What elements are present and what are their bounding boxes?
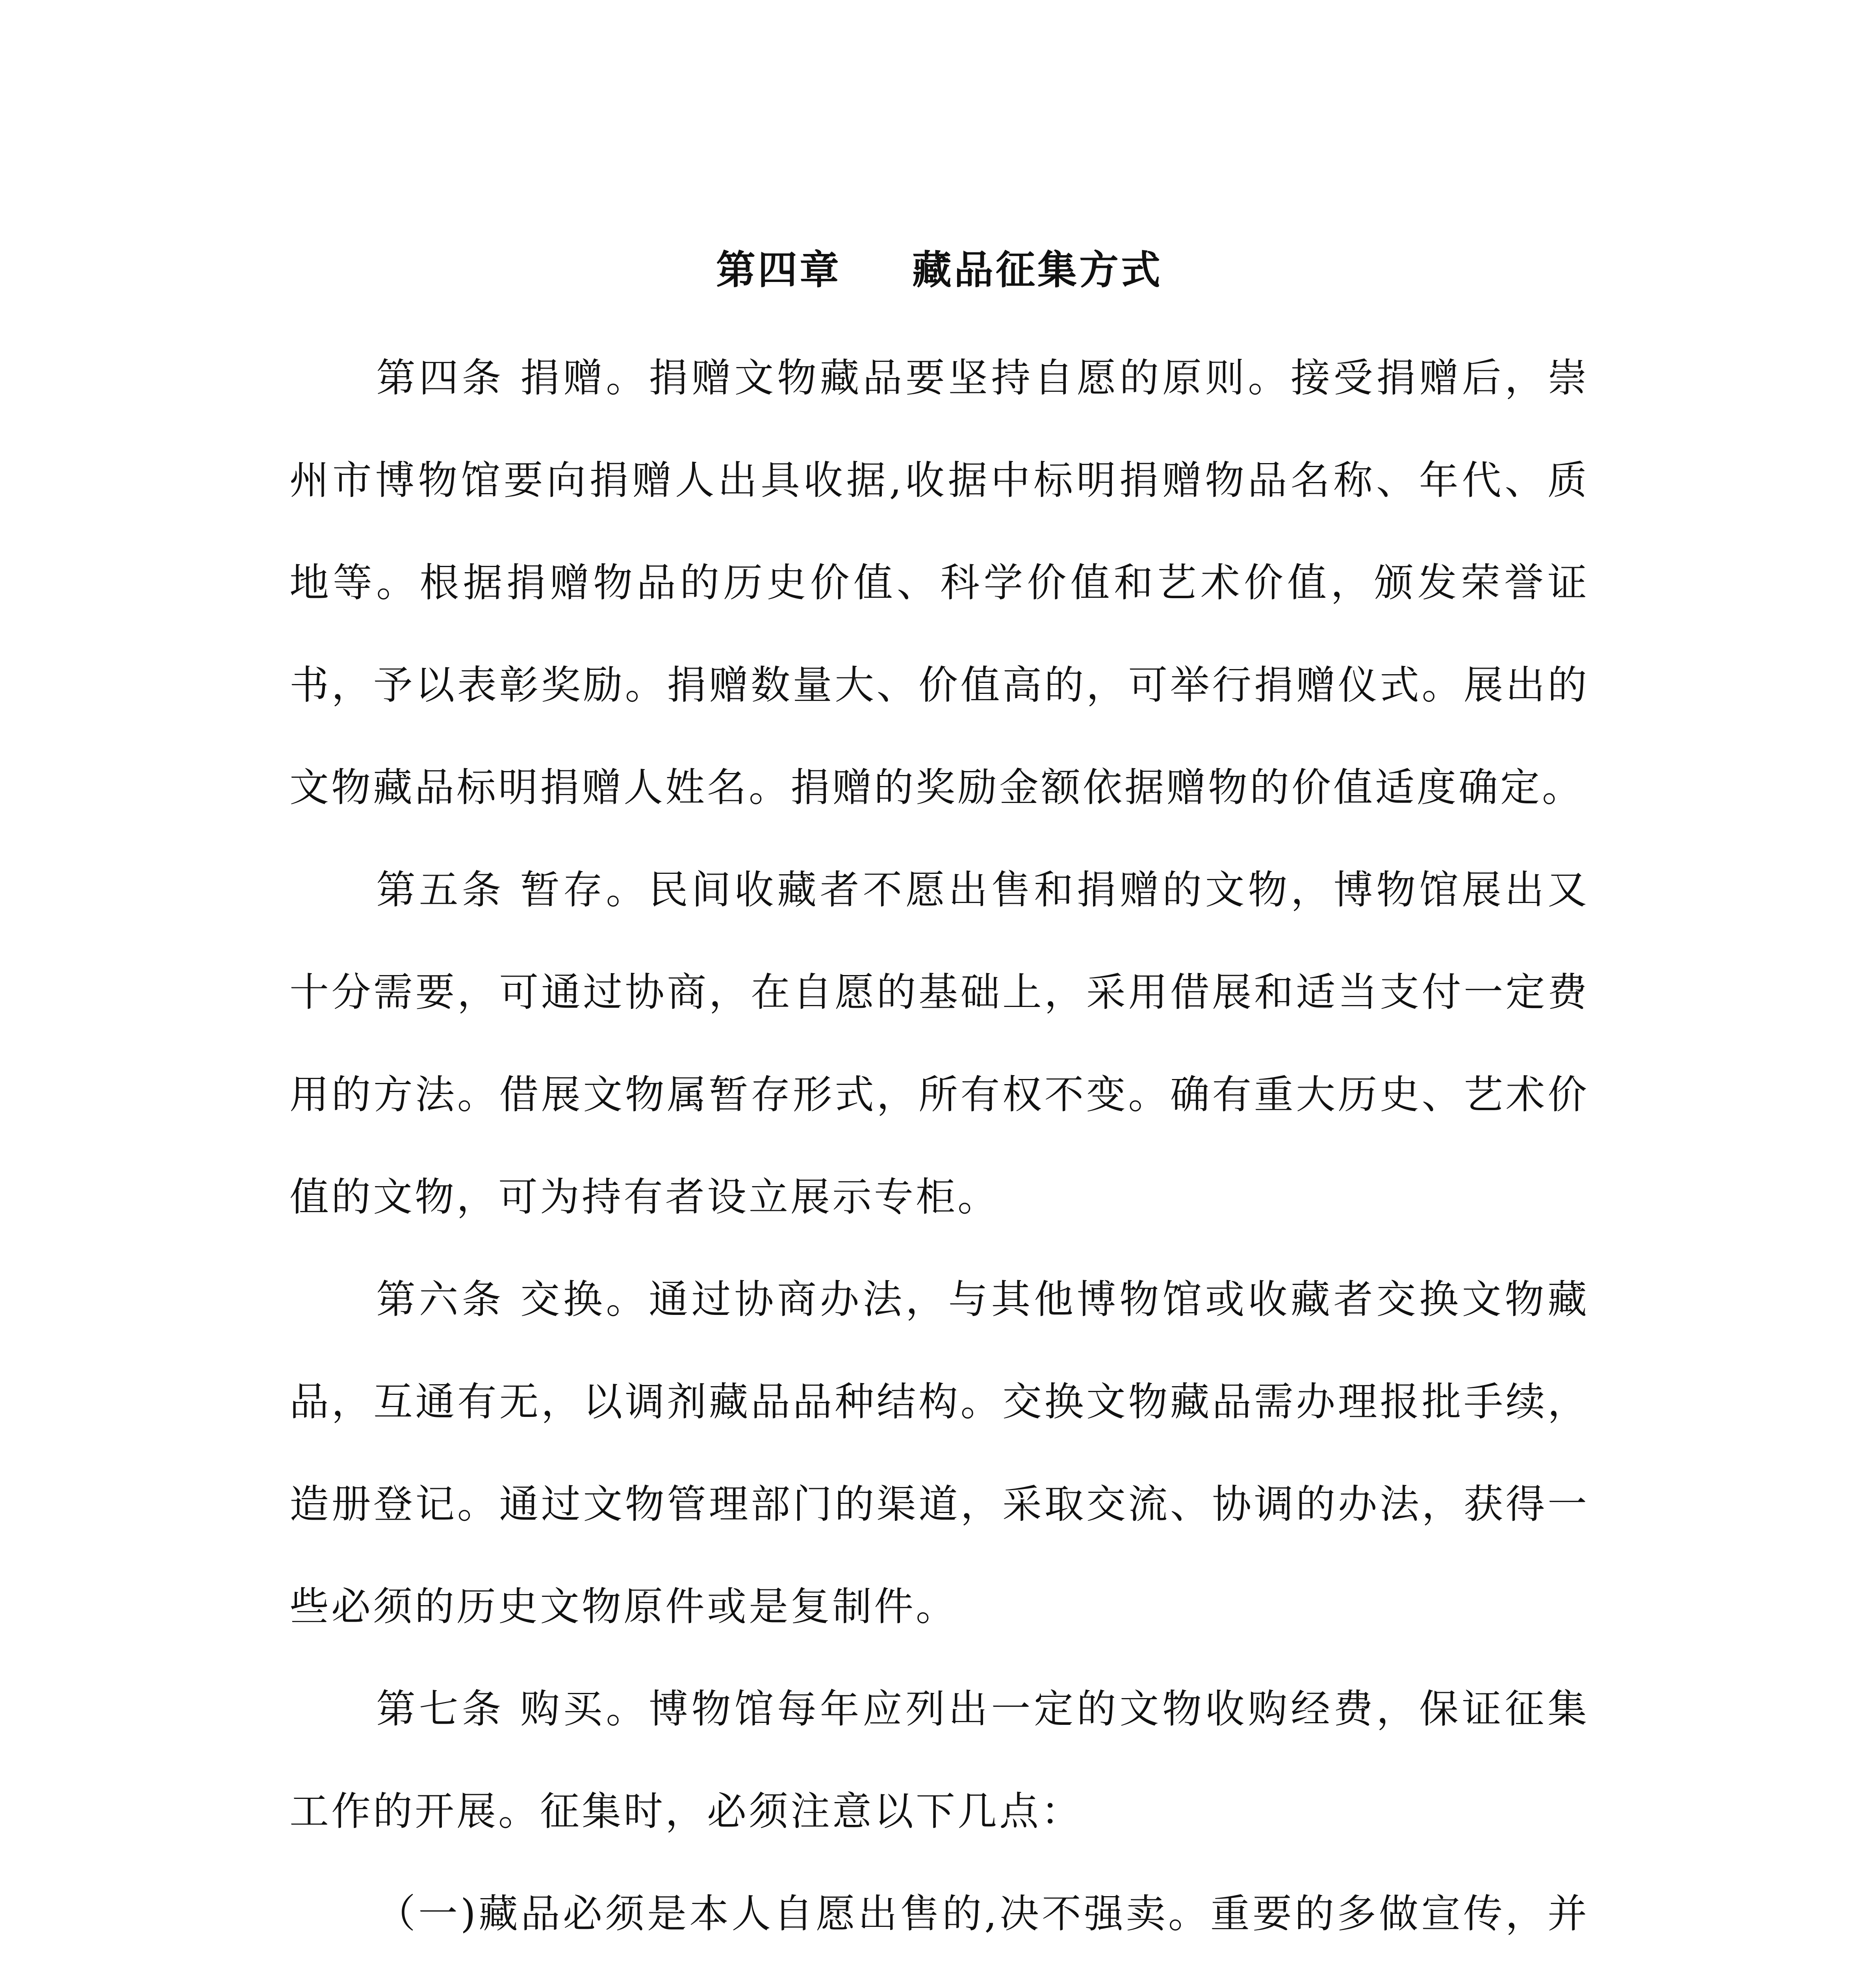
chapter-number: 第四章 [716,247,841,293]
article-7-label: 第七条 [376,1686,505,1732]
document-body [289,232,1589,1969]
article-4 [289,327,1589,839]
point-1: （一)藏品必须是本人自愿出售的,决不强卖。重要的多做宣传，并 [376,1891,1589,1937]
article-6 [289,1248,1589,1658]
article-5-label: 第五条 [376,867,505,913]
chapter-title [289,232,1589,307]
article-7-text: 购买。博物馆每年应列出一定的文物收购经费，保证征集工作的开展。征集时，必须注意以下几点： [289,1686,1589,1834]
article-4-text: 捐赠。捐赠文物藏品要坚持自愿的原则。接受捐赠后，崇州市博物馆要向捐赠人出具收据,收据中标明捐赠物品名称、年代、质地等。根据捐赠物品的历史价值、科学价值和艺术价值，颁发荣誉证书，予以表彰奖励。捐赠数量大、价值高的，可举行捐赠仪式。展出的文物藏品标明捐赠人姓名。捐赠的奖励金额依据赠物的价值适度确定。 [289,355,1589,810]
article-4-label: 第四条 [376,355,505,401]
article-5-text: 暂存。民间收藏者不愿出售和捐赠的文物，博物馆展出又十分需要，可通过协商，在自愿的基础上，采用借展和适当支付一定费用的方法。借展文物属暂存形式，所有权不变。确有重大历史、艺术价值的文物，可为持有者设立展示专柜。 [289,867,1589,1220]
article-5 [289,839,1589,1248]
chapter-name: 藏品征集方式 [912,247,1163,293]
article-7 [289,1658,1589,1863]
article-6-label: 第六条 [376,1276,505,1322]
article-6-text: 交换。通过协商办法，与其他博物馆或收藏者交换文物藏品，互通有无，以调剂藏品品种结构。交换文物藏品需办理报批手续，造册登记。通过文物管理部门的渠道，采取交流、协调的办法，获得一些必须的历史文物原件或是复制件。 [289,1276,1589,1630]
